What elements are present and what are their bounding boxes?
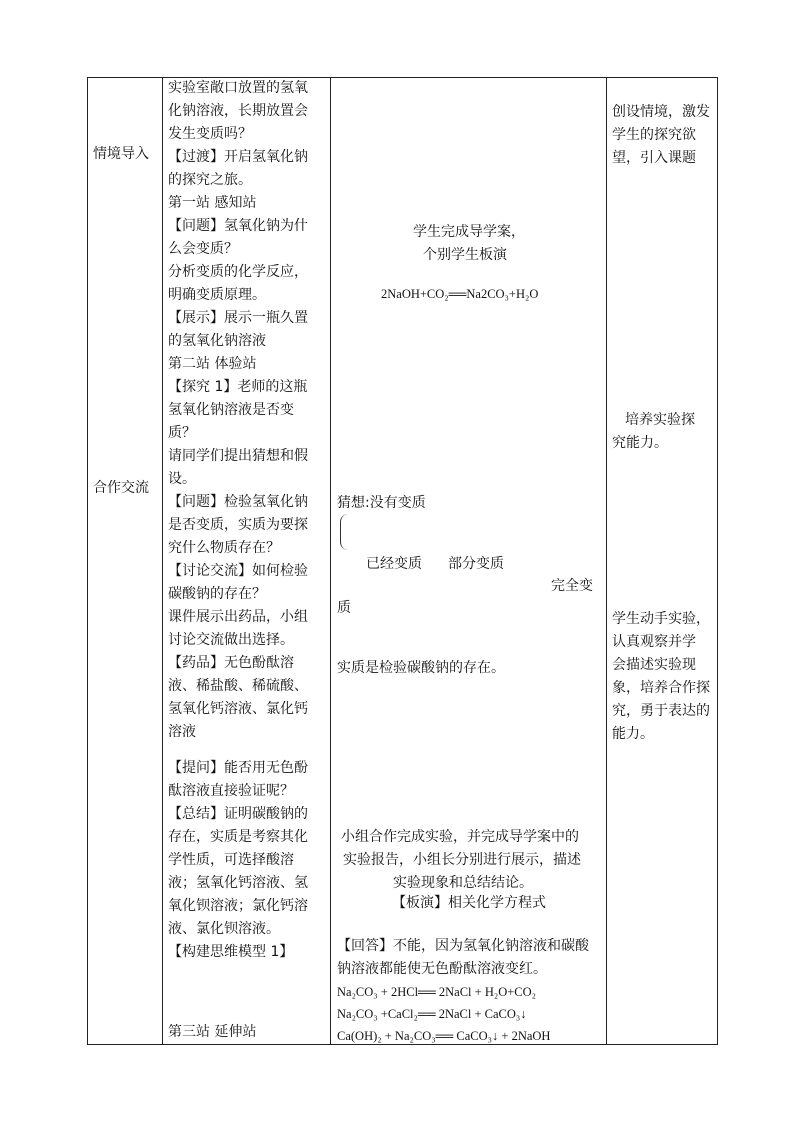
answer-line: 钠溶液都能使无色酚酞溶液变红。 [337,961,547,977]
teacher-line: 讨论交流做出选择。 [168,632,294,648]
brace-bottom [340,532,349,550]
teacher-line: 溶液 [168,724,196,740]
teacher-line: 【展示】展示一瓶久置 [168,310,308,326]
group-activity-line: 【板演】相关化学方程式 [392,895,546,911]
teacher-line: 【问题】检验氢氧化钠 [168,494,308,510]
hypothesis-option-c: 部分变质 [448,556,504,572]
purpose-line: 会描述实验现 [612,657,696,673]
lesson-plan-table [87,77,718,1045]
group-activity-line: 实验报告，小组长分别进行展示，描述 [343,852,581,868]
teacher-line: 【问题】氢氧化钠为什 [168,218,308,234]
station3-label: 第三站 延伸站 [168,1024,257,1040]
purpose-inquiry [612,409,695,455]
teacher-line: 实验室敞口放置的氢氧 [168,80,308,96]
teacher-line: 【药品】无色酚酞溶 [168,655,294,671]
teacher-activity-text [168,77,308,744]
equation-naoh-co2: 2NaOH+CO₂══Na2CO₃+H₂O [381,287,539,301]
essence-text: 实质是检验碳酸钠的存在。 [337,660,505,676]
teacher-line: 请同学们提出猜想和假 [168,448,308,464]
teacher-line: 分析变质的化学反应， [168,264,308,280]
teacher-line: 化钠溶液，长期放置会 [168,103,308,119]
purpose-line: 学生的探究欲 [612,127,696,143]
purpose-line: 究能力。 [612,435,668,451]
teacher-line: 【总结】证明碳酸钠的 [168,806,308,822]
teacher-line: 【探究 1】老师的这瓶 [168,379,308,395]
stage-label-intro: 情境导入 [93,146,149,162]
teacher-line: 【提问】能否用无色酚 [168,760,308,776]
teacher-line: 么会变质？ [168,241,238,257]
teacher-line: 碳酸钠的存在？ [168,586,266,602]
teacher-line: 的探究之旅。 [168,172,252,188]
teacher-summary-text [168,757,308,964]
teacher-line: 学性质，可选择酸溶 [168,852,294,868]
purpose-line: 象，培养合作探 [612,680,710,696]
teacher-line: 酞溶液直接验证呢？ [168,783,294,799]
student-guide-text: 个别学生板演 [423,247,507,263]
teacher-line: 【过渡】开启氢氧化钠 [168,149,308,165]
equation-cacl2: Na₂CO₃ +CaCl₂══ 2NaCl + CaCO₃↓ [337,1007,527,1021]
equation-caoh2: Ca(OH)₂ + Na₂CO₃══ CaCO₃↓ + 2NaOH [337,1029,551,1043]
hypothesis-brace [340,514,350,550]
teacher-line: 氢氧化钠溶液是否变 [168,402,294,418]
answer-line: 【回答】不能，因为氢氧化钠溶液和碳酸 [337,938,589,954]
purpose-line: 究，勇于表达的 [612,703,710,719]
hypothesis-text: 猜想:没有变质 [337,495,426,511]
teacher-line: 液、稀盐酸、稀硫酸、 [168,678,308,694]
table-border-right [717,77,718,1045]
teacher-line: 究什么物质存在？ [168,540,280,556]
purpose-intro [612,101,710,170]
column-divider [606,77,607,1045]
teacher-line: 氢氧化钙溶液、氯化钙 [168,701,308,717]
purpose-line: 认真观察并学 [612,634,696,650]
teacher-line: 课件展示出药品，小组 [168,609,308,625]
stage-label-cooperation: 合作交流 [93,480,149,496]
purpose-line: 望，引入课题 [612,150,696,166]
purpose-line: 创设情境，激发 [612,104,710,120]
teacher-line: 第一站 感知站 [168,195,257,211]
teacher-line: 设。 [168,471,196,487]
purpose-line: 培养实验探 [625,412,695,428]
teacher-line: 存在，实质是考察其化 [168,829,308,845]
purpose-line: 学生动手实验， [612,611,710,627]
teacher-line: 发生变质吗？ [168,126,252,142]
brace-top [340,514,349,532]
teacher-line: 是否变质，实质为要探 [168,517,308,533]
teacher-line: 液、氯化钡溶液。 [168,921,280,937]
column-divider [330,77,331,1045]
teacher-line: 液；氢氧化钙溶液、氢 [168,875,308,891]
teacher-line: 【构建思维模型 1】 [168,944,294,960]
teacher-line: 第二站 体验站 [168,356,257,372]
purpose-line: 能力。 [612,726,654,742]
hypothesis-option-d-cont: 质 [337,600,351,616]
group-activity-line: 实验现象和总结结论。 [393,875,533,891]
hypothesis-option-d: 完全变 [551,578,593,594]
purpose-experiment [612,608,710,746]
table-border-left [87,77,88,1045]
equation-hcl: Na₂CO₃ + 2HCl══ 2NaCl + H₂O+CO₂ [337,985,536,999]
hypothesis-option-b: 已经变质 [366,556,422,572]
teacher-line: 明确变质原理。 [168,287,266,303]
teacher-line: 氧化钡溶液；氯化钙溶 [168,898,308,914]
teacher-line: 【讨论交流】如何检验 [168,563,308,579]
teacher-line: 的氢氧化钠溶液 [168,333,266,349]
column-divider [162,77,163,1045]
teacher-line: 质？ [168,425,196,441]
group-activity-line: 小组合作完成实验，并完成导学案中的 [341,829,579,845]
student-guide-text: 学生完成导学案， [413,224,525,240]
